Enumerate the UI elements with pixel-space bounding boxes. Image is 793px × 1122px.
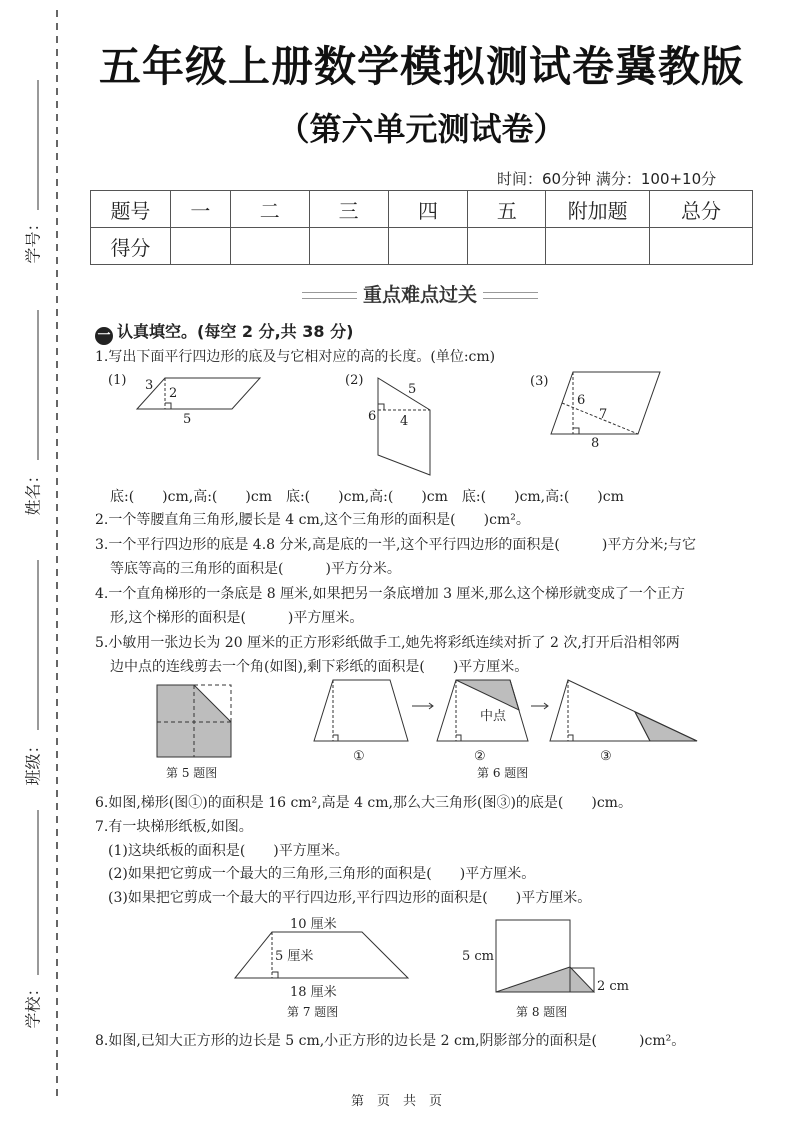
fig-caption: 第 7 题图 [287, 1005, 339, 1019]
parallelogram-2 [345, 373, 430, 475]
table-header: 三 [309, 191, 388, 228]
section-title: 认真填空。(每空 2 分,共 38 分) [117, 322, 354, 341]
question-7-3: (3)如果把它剪成一个最大的平行四边形,平行四边形的面积是( )平方厘米。 [108, 890, 592, 906]
table-header: 一 [170, 191, 230, 228]
table-header: 总分 [650, 191, 753, 228]
midpoint-label: 中点 [480, 709, 507, 724]
question-1-answers: 底:( )cm,高:( )cm 底:( )cm,高:( )cm 底:( )cm,高:( )cm [110, 489, 624, 505]
fig-caption: 第 5 题图 [166, 766, 218, 780]
question-2: 2.一个等腰直角三角形,腰长是 4 cm,这个三角形的面积是( )cm²。 [95, 512, 530, 528]
fig6-trapezoids [314, 680, 697, 780]
fig5-folded-paper [157, 685, 231, 780]
question-7-2: (2)如果把它剪成一个最大的三角形,三角形的面积是( )平方厘米。 [108, 866, 536, 882]
school-label: 学校： [23, 980, 43, 1029]
parallelogram-3 [530, 372, 660, 451]
question-3-cont: 等底等高的三角形的面积是( )平方分米。 [110, 561, 401, 577]
table-header: 题号 [91, 191, 171, 228]
question-7-1: (1)这块纸板的面积是( )平方厘米。 [108, 843, 349, 859]
fig-label: (1) [108, 373, 127, 388]
question-3: 3.一个平行四边形的底是 4.8 分米,高是底的一半,这个平行四边形的面积是( )平方分米;与它 [95, 537, 697, 553]
table-header: 四 [388, 191, 468, 228]
student-id-label: 学号： [23, 215, 43, 264]
fig-label: (3) [530, 374, 549, 389]
parallelogram-1 [108, 373, 260, 427]
question-5-cont: 边中点的连线剪去一个角(如图),剩下彩纸的面积是( )平方厘米。 [110, 659, 529, 675]
bottom-label: 18 厘米 [290, 985, 337, 1000]
question-6: 6.如图,梯形(图①)的面积是 16 cm²,高是 4 cm,那么大三角形(图③)的底是( )cm。 [95, 795, 632, 811]
height-label: 5 厘米 [275, 949, 314, 964]
fig-label: ③ [600, 749, 612, 764]
question-7: 7.有一块梯形纸板,如图。 [95, 819, 253, 835]
small-side-label: 2 cm [597, 979, 630, 994]
side-label: 3 [145, 378, 154, 393]
page-title: 五年级上册数学模拟测试卷冀教版 [98, 42, 744, 91]
name-label: 姓名： [23, 467, 43, 516]
height-label: 2 [169, 386, 178, 401]
base-label: 5 [183, 412, 192, 427]
question-5: 5.小敏用一张边长为 20 厘米的正方形彩纸做手工,她先将彩纸连续对折了 2 次,打开后沿相邻两 [95, 635, 680, 651]
distance-label: 4 [400, 414, 409, 429]
banner-text: 重点难点过关 [362, 284, 477, 306]
section-number: 一 [95, 327, 113, 345]
top-label: 10 厘米 [290, 917, 337, 932]
row-label: 得分 [91, 228, 171, 265]
exam-info: 时间：60分钟 满分：100+10分 [497, 170, 717, 188]
page-subtitle: （第六单元测试卷） [277, 110, 566, 148]
side-label: 5 [408, 382, 417, 397]
question-8: 8.如图,已知大正方形的边长是 5 cm,小正方形的边长是 2 cm,阴影部分的面积是( )cm²。 [95, 1033, 686, 1049]
height-label: 7 [599, 407, 608, 422]
fig-caption: 第 8 题图 [516, 1005, 568, 1019]
class-label: 班级： [23, 737, 43, 786]
table-header: 附加题 [546, 191, 650, 228]
question-4: 4.一个直角梯形的一条底是 8 厘米,如果把另一条底增加 3 厘米,那么这个梯形就变成了一个正方 [95, 586, 685, 602]
fig-label: ② [474, 749, 486, 764]
fig-label: ① [353, 749, 365, 764]
base-label: 8 [591, 436, 600, 451]
fig8-squares [462, 920, 629, 1019]
height-label: 6 [577, 393, 586, 408]
big-side-label: 5 cm [462, 949, 495, 964]
page-footer: 第 页 共 页 [350, 1094, 442, 1109]
side-label: 6 [368, 409, 377, 424]
fig7-trapezoid [235, 916, 408, 1019]
fig-caption: 第 6 题图 [477, 766, 529, 780]
fig-label: (2) [345, 373, 364, 388]
table-header: 二 [230, 191, 309, 228]
question-4-cont: 形,这个梯形的面积是( )平方厘米。 [110, 610, 364, 626]
question-1: 1.写出下面平行四边形的底及与它相对应的高的长度。(单位:cm) [95, 349, 496, 365]
table-header: 五 [468, 191, 546, 228]
